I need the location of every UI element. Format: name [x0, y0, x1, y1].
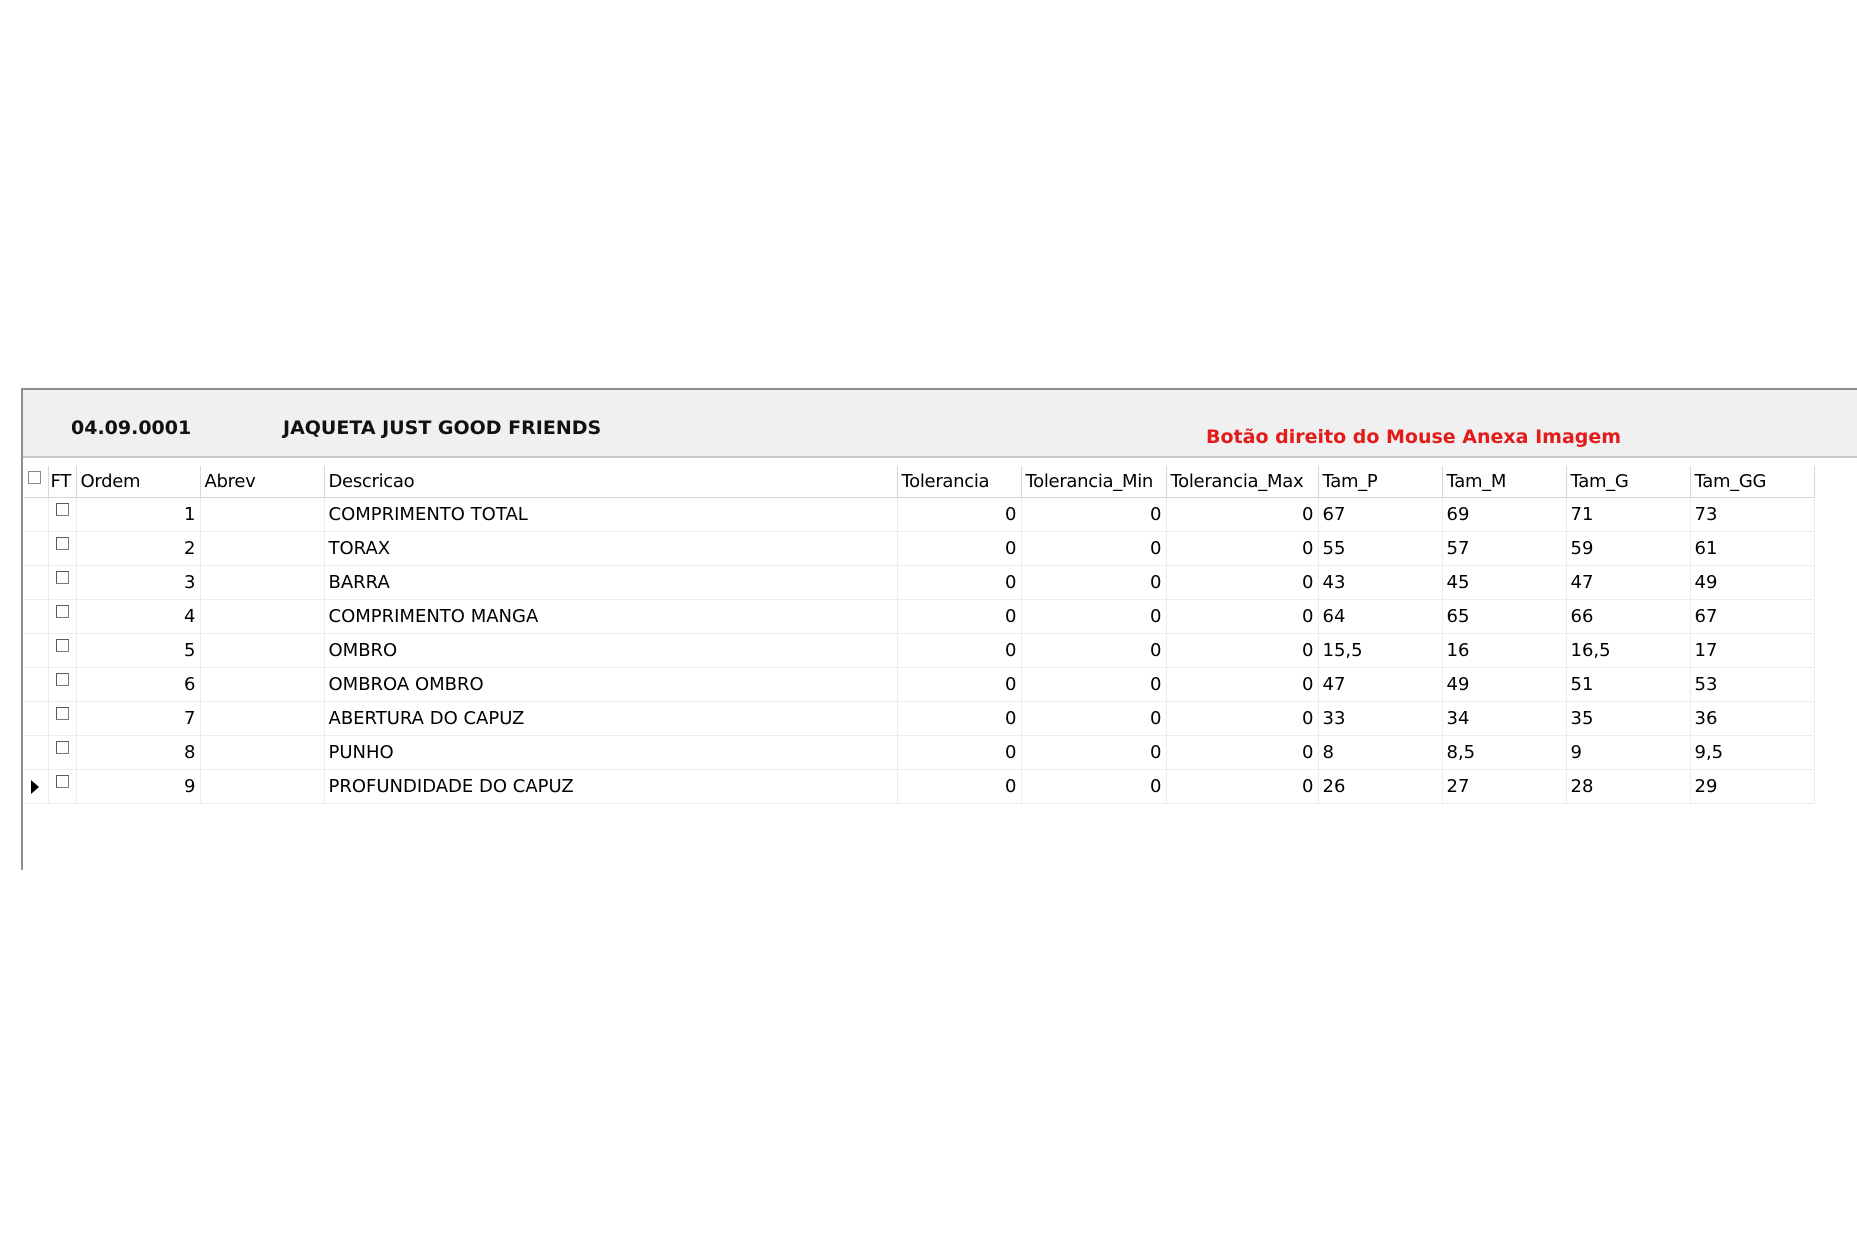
- cell-tolerancia-max[interactable]: 0: [1166, 599, 1318, 633]
- cell-tolerancia[interactable]: 0: [897, 633, 1021, 667]
- cell-tolerancia-max[interactable]: 0: [1166, 531, 1318, 565]
- cell-tam-g[interactable]: 9: [1566, 735, 1690, 769]
- cell-tolerancia-max[interactable]: 0: [1166, 769, 1318, 803]
- cell-tolerancia-max[interactable]: 0: [1166, 735, 1318, 769]
- cell-ordem[interactable]: 2: [76, 531, 200, 565]
- ft-checkbox-cell[interactable]: [48, 565, 76, 599]
- cell-tam-p[interactable]: 43: [1318, 565, 1442, 599]
- cell-tam-p[interactable]: 33: [1318, 701, 1442, 735]
- cell-tolerancia-min[interactable]: 0: [1021, 497, 1166, 531]
- column-header-tolerancia[interactable]: Tolerancia: [897, 466, 1021, 497]
- cell-tam-m[interactable]: 27: [1442, 769, 1566, 803]
- column-header-tam-m[interactable]: Tam_M: [1442, 466, 1566, 497]
- row-indicator[interactable]: [24, 599, 48, 633]
- row-indicator[interactable]: [24, 565, 48, 599]
- cell-ordem[interactable]: 7: [76, 701, 200, 735]
- measurement-panel: [21, 388, 1857, 870]
- cell-tolerancia[interactable]: 0: [897, 531, 1021, 565]
- column-header-tolerancia-max[interactable]: Tolerancia_Max: [1166, 466, 1318, 497]
- column-header-tam-p[interactable]: Tam_P: [1318, 466, 1442, 497]
- select-all-checkbox[interactable]: [24, 466, 48, 497]
- cell-descricao[interactable]: COMPRIMENTO MANGA: [324, 599, 897, 633]
- measurements-grid: [24, 466, 1815, 804]
- cell-tam-g[interactable]: 51: [1566, 667, 1690, 701]
- cell-abrev[interactable]: [200, 599, 324, 633]
- cell-abrev[interactable]: [200, 735, 324, 769]
- row-indicator[interactable]: [24, 531, 48, 565]
- cell-tolerancia-max[interactable]: 0: [1166, 633, 1318, 667]
- row-indicator[interactable]: [24, 633, 48, 667]
- cell-descricao[interactable]: PROFUNDIDADE DO CAPUZ: [324, 769, 897, 803]
- cell-tam-gg[interactable]: 53: [1690, 667, 1814, 701]
- cell-tam-m[interactable]: 8,5: [1442, 735, 1566, 769]
- cell-tam-gg[interactable]: 73: [1690, 497, 1814, 531]
- table-row[interactable]: [24, 497, 1814, 531]
- cell-tam-p[interactable]: 8: [1318, 735, 1442, 769]
- grid-body: [24, 497, 1814, 803]
- column-header-tam-g[interactable]: Tam_G: [1566, 466, 1690, 497]
- cell-tolerancia-min[interactable]: 0: [1021, 701, 1166, 735]
- row-indicator[interactable]: [24, 497, 48, 531]
- cell-descricao[interactable]: TORAX: [324, 531, 897, 565]
- cell-tam-gg[interactable]: 61: [1690, 531, 1814, 565]
- cell-tolerancia-min[interactable]: 0: [1021, 633, 1166, 667]
- cell-tam-p[interactable]: 47: [1318, 667, 1442, 701]
- cell-tolerancia[interactable]: 0: [897, 769, 1021, 803]
- cell-tam-m[interactable]: 45: [1442, 565, 1566, 599]
- cell-tolerancia-min[interactable]: 0: [1021, 667, 1166, 701]
- cell-abrev[interactable]: [200, 497, 324, 531]
- cell-abrev[interactable]: [200, 667, 324, 701]
- table-row[interactable]: [24, 531, 1814, 565]
- ft-checkbox[interactable]: [56, 571, 69, 584]
- ft-checkbox-cell[interactable]: [48, 531, 76, 565]
- cell-tolerancia-min[interactable]: 0: [1021, 599, 1166, 633]
- cell-tolerancia-min[interactable]: 0: [1021, 531, 1166, 565]
- cell-tam-m[interactable]: 57: [1442, 531, 1566, 565]
- table-row[interactable]: [24, 633, 1814, 667]
- cell-tam-g[interactable]: 66: [1566, 599, 1690, 633]
- ft-checkbox[interactable]: [56, 605, 69, 618]
- cell-tam-p[interactable]: 55: [1318, 531, 1442, 565]
- cell-tam-gg[interactable]: 67: [1690, 599, 1814, 633]
- ft-checkbox-cell[interactable]: [48, 497, 76, 531]
- cell-tolerancia-max[interactable]: 0: [1166, 497, 1318, 531]
- product-header[interactable]: [23, 390, 1857, 458]
- ft-checkbox[interactable]: [56, 707, 69, 720]
- cell-abrev[interactable]: [200, 701, 324, 735]
- cell-tam-p[interactable]: 26: [1318, 769, 1442, 803]
- cell-tam-g[interactable]: 47: [1566, 565, 1690, 599]
- cell-tolerancia[interactable]: 0: [897, 565, 1021, 599]
- cell-ordem[interactable]: 3: [76, 565, 200, 599]
- ft-checkbox[interactable]: [56, 537, 69, 550]
- cell-tam-p[interactable]: 67: [1318, 497, 1442, 531]
- product-name: JAQUETA JUST GOOD FRIENDS: [283, 417, 602, 439]
- checkbox-icon: [28, 471, 41, 484]
- cell-tam-g[interactable]: 16,5: [1566, 633, 1690, 667]
- cell-abrev[interactable]: [200, 565, 324, 599]
- current-row-arrow-icon: [31, 780, 39, 794]
- table-row[interactable]: [24, 769, 1814, 803]
- ft-checkbox-cell[interactable]: [48, 599, 76, 633]
- cell-tolerancia-max[interactable]: 0: [1166, 667, 1318, 701]
- row-indicator[interactable]: [24, 701, 48, 735]
- cell-tam-g[interactable]: 71: [1566, 497, 1690, 531]
- cell-ordem[interactable]: 6: [76, 667, 200, 701]
- product-code: 04.09.0001: [71, 417, 192, 439]
- ft-checkbox[interactable]: [56, 639, 69, 652]
- table-row[interactable]: [24, 735, 1814, 769]
- cell-tam-gg[interactable]: 36: [1690, 701, 1814, 735]
- column-header-abrev[interactable]: Abrev: [200, 466, 324, 497]
- cell-tam-g[interactable]: 35: [1566, 701, 1690, 735]
- cell-tolerancia-max[interactable]: 0: [1166, 701, 1318, 735]
- cell-abrev[interactable]: [200, 531, 324, 565]
- ft-checkbox[interactable]: [56, 775, 69, 788]
- cell-abrev[interactable]: [200, 769, 324, 803]
- cell-tam-p[interactable]: 64: [1318, 599, 1442, 633]
- row-indicator[interactable]: [24, 769, 48, 803]
- cell-tolerancia[interactable]: 0: [897, 599, 1021, 633]
- cell-tolerancia-min[interactable]: 0: [1021, 565, 1166, 599]
- cell-tolerancia[interactable]: 0: [897, 735, 1021, 769]
- cell-tolerancia[interactable]: 0: [897, 497, 1021, 531]
- table-row[interactable]: [24, 701, 1814, 735]
- cell-descricao[interactable]: ABERTURA DO CAPUZ: [324, 701, 897, 735]
- ft-checkbox-cell[interactable]: [48, 701, 76, 735]
- ft-checkbox-cell[interactable]: [48, 769, 76, 803]
- cell-tolerancia-min[interactable]: 0: [1021, 735, 1166, 769]
- column-header-descricao[interactable]: Descricao: [324, 466, 897, 497]
- column-header-ordem[interactable]: Ordem: [76, 466, 200, 497]
- cell-ordem[interactable]: 1: [76, 497, 200, 531]
- cell-ordem[interactable]: 4: [76, 599, 200, 633]
- ft-checkbox[interactable]: [56, 503, 69, 516]
- cell-descricao[interactable]: BARRA: [324, 565, 897, 599]
- cell-descricao[interactable]: OMBRO: [324, 633, 897, 667]
- table-row[interactable]: [24, 667, 1814, 701]
- cell-tam-g[interactable]: 28: [1566, 769, 1690, 803]
- cell-tam-m[interactable]: 34: [1442, 701, 1566, 735]
- attach-image-hint: Botão direito do Mouse Anexa Imagem: [1206, 426, 1622, 448]
- table-row[interactable]: [24, 565, 1814, 599]
- ft-checkbox-cell[interactable]: [48, 735, 76, 769]
- cell-tam-m[interactable]: 65: [1442, 599, 1566, 633]
- column-header-ft[interactable]: FT: [48, 466, 76, 497]
- table-row[interactable]: [24, 599, 1814, 633]
- ft-checkbox[interactable]: [56, 741, 69, 754]
- cell-descricao[interactable]: OMBROA OMBRO: [324, 667, 897, 701]
- cell-ordem[interactable]: 5: [76, 633, 200, 667]
- cell-ordem[interactable]: 9: [76, 769, 200, 803]
- ft-checkbox[interactable]: [56, 673, 69, 686]
- ft-checkbox-cell[interactable]: [48, 667, 76, 701]
- cell-tam-gg[interactable]: 29: [1690, 769, 1814, 803]
- cell-tolerancia-max[interactable]: 0: [1166, 565, 1318, 599]
- row-indicator[interactable]: [24, 735, 48, 769]
- ft-checkbox-cell[interactable]: [48, 633, 76, 667]
- cell-tam-m[interactable]: 69: [1442, 497, 1566, 531]
- cell-descricao[interactable]: COMPRIMENTO TOTAL: [324, 497, 897, 531]
- column-header-tolerancia-min[interactable]: Tolerancia_Min: [1021, 466, 1166, 497]
- cell-tolerancia[interactable]: 0: [897, 701, 1021, 735]
- cell-tam-gg[interactable]: 49: [1690, 565, 1814, 599]
- cell-tolerancia-min[interactable]: 0: [1021, 769, 1166, 803]
- cell-tam-gg[interactable]: 9,5: [1690, 735, 1814, 769]
- cell-tam-g[interactable]: 59: [1566, 531, 1690, 565]
- column-header-tam-gg[interactable]: Tam_GG: [1690, 466, 1814, 497]
- cell-tam-p[interactable]: 15,5: [1318, 633, 1442, 667]
- row-indicator[interactable]: [24, 667, 48, 701]
- cell-abrev[interactable]: [200, 633, 324, 667]
- cell-tolerancia[interactable]: 0: [897, 667, 1021, 701]
- cell-descricao[interactable]: PUNHO: [324, 735, 897, 769]
- cell-tam-m[interactable]: 49: [1442, 667, 1566, 701]
- cell-ordem[interactable]: 8: [76, 735, 200, 769]
- grid-header-row: [24, 466, 1814, 497]
- cell-tam-gg[interactable]: 17: [1690, 633, 1814, 667]
- cell-tam-m[interactable]: 16: [1442, 633, 1566, 667]
